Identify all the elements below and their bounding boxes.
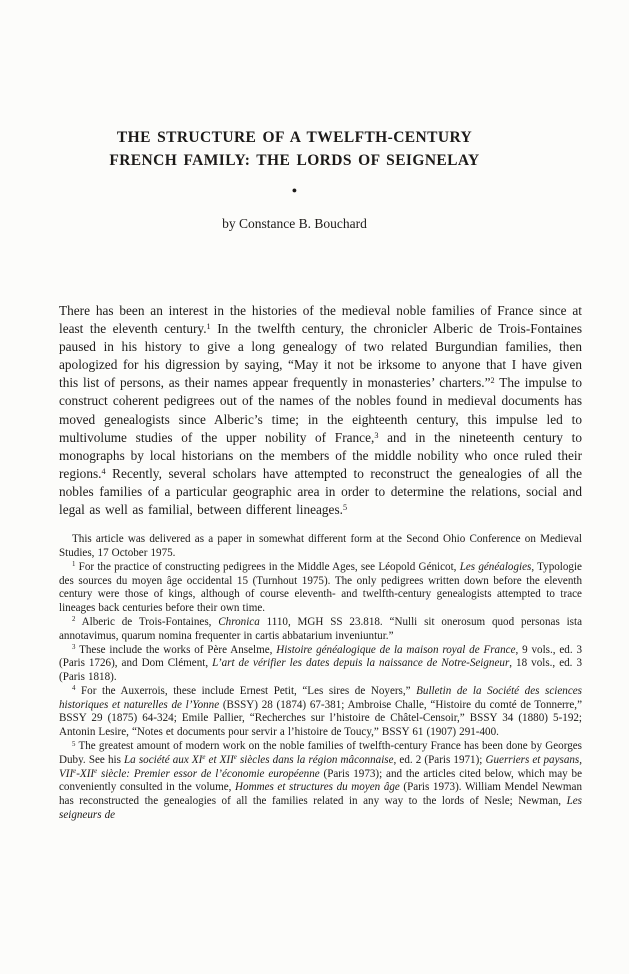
footnotes-section — [59, 533, 582, 823]
article-title — [59, 127, 582, 172]
footnote-3: $^3$ These include the works of Père Anselme, Histoire généalogique de la maison royal de France, 9 vols., ed. 3 (Paris 1726), and Dom Clément, L’art de vérifier les dates depuis la naissance de Notre-Seigneur, 18 vols., ed. 3 (Paris 1818). — [59, 643, 582, 684]
byline: by Constance B. Bouchard — [222, 216, 367, 231]
footnote-2: $^2$ Alberic de Trois-Fontaines, Chronica 1110, MGH SS 23.818. “Nulli sit onerosum quod personas ista annotavimus, quarum nomina frequenter in cartis abbatarium inveniuntur.” — [59, 615, 582, 642]
article-body-paragraph: There has been an interest in the histories of the medieval noble families of France since at least the eleventh century.$^1$ In the twelfth century, the chronicler Alberic de Trois-Fontaines paused in his history to give a long genealogy of two related Burgundian families, then apologized for his digression by saying, “May it not be irksome to anyone that I have given this list of persons, as their names appear frequently in monasteries’ charters.”$^2$ The impulse to construct coherent pedigrees out of the names of the nobles found in medieval documents has moved genealogists since Alberic’s time; in the eighteenth century, this impulse led to multivolume studies of the upper nobility of France,$^3$ and in the nineteenth century to monographs by local historians on the members of the middle nobility who once ruled their regions.$^4$ Recently, several scholars have attempted to reconstruct the genealogies of all the nobles families of a particular geographic area in order to determine the relations, social and legal as well as familial, between different lineages.$^5$ — [59, 303, 582, 518]
footnote-1: $^1$ For the practice of constructing pedigrees in the Middle Ages, see Léopold Génicot, Les généalogies, Typologie des sources du moyen âge occidental 15 (Turnhout 1975). The only pedigrees written down before the eleventh century were those of kings, although of course eleventh- and twelfth-century genealogists attempted to trace lineages back centuries before their own time. — [59, 560, 582, 615]
footnote-4: $^4$ For the Auxerrois, these include Ernest Petit, “Les sires de Noyers,” Bulletin de la Société des sciences historiques et naturelles de l’Yonne (BSSY) 28 (1874) 67-381; Ambroise Challe, “Histoire du comté de Tonnerre,” BSSY 29 (1875) 64-324; Emile Pallier, “Recherches sur l’histoire de Châtel-Censoir,” BSSY 34 (1880) 5-192; Antonin Lesire, “Notes et documents pour servir a l’histoire de Toucy,” BSSY 61 (1907) 291-400. — [59, 684, 583, 739]
title-line-1: THE STRUCTURE OF A TWELFTH-CENTURY — [116, 129, 473, 146]
footnote-acknowledgment: This article was delivered as a paper in somewhat different form at the Second Ohio Conference on Medieval Studies, 17 October 1975. — [59, 533, 582, 559]
footnote-5: $^5$ The greatest amount of modern work on the noble families of twelfth-century France has been done by Georges Duby. See his La société aux XIe et XIIe siècles dans la région mâconnaise, ed. 2 (Paris 1971); Guerriers et paysans, VIIe-XIIe siècle: Premier essor de l’économie européenne (Paris 1973); and the articles cited below, which may be conveniently consulted in the volume, Hommes et structures du moyen âge (Paris 1973). William Mendel Newman has reconstructed the genealogies of all the families related in any way to the lords of Nesle; Newman, Les seigneurs de — [59, 740, 583, 822]
section-separator-bullet: ● — [291, 185, 298, 195]
title-line-2: FRENCH FAMILY: THE LORDS OF SEIGNELAY — [109, 151, 480, 169]
text-column — [59, 0, 582, 823]
